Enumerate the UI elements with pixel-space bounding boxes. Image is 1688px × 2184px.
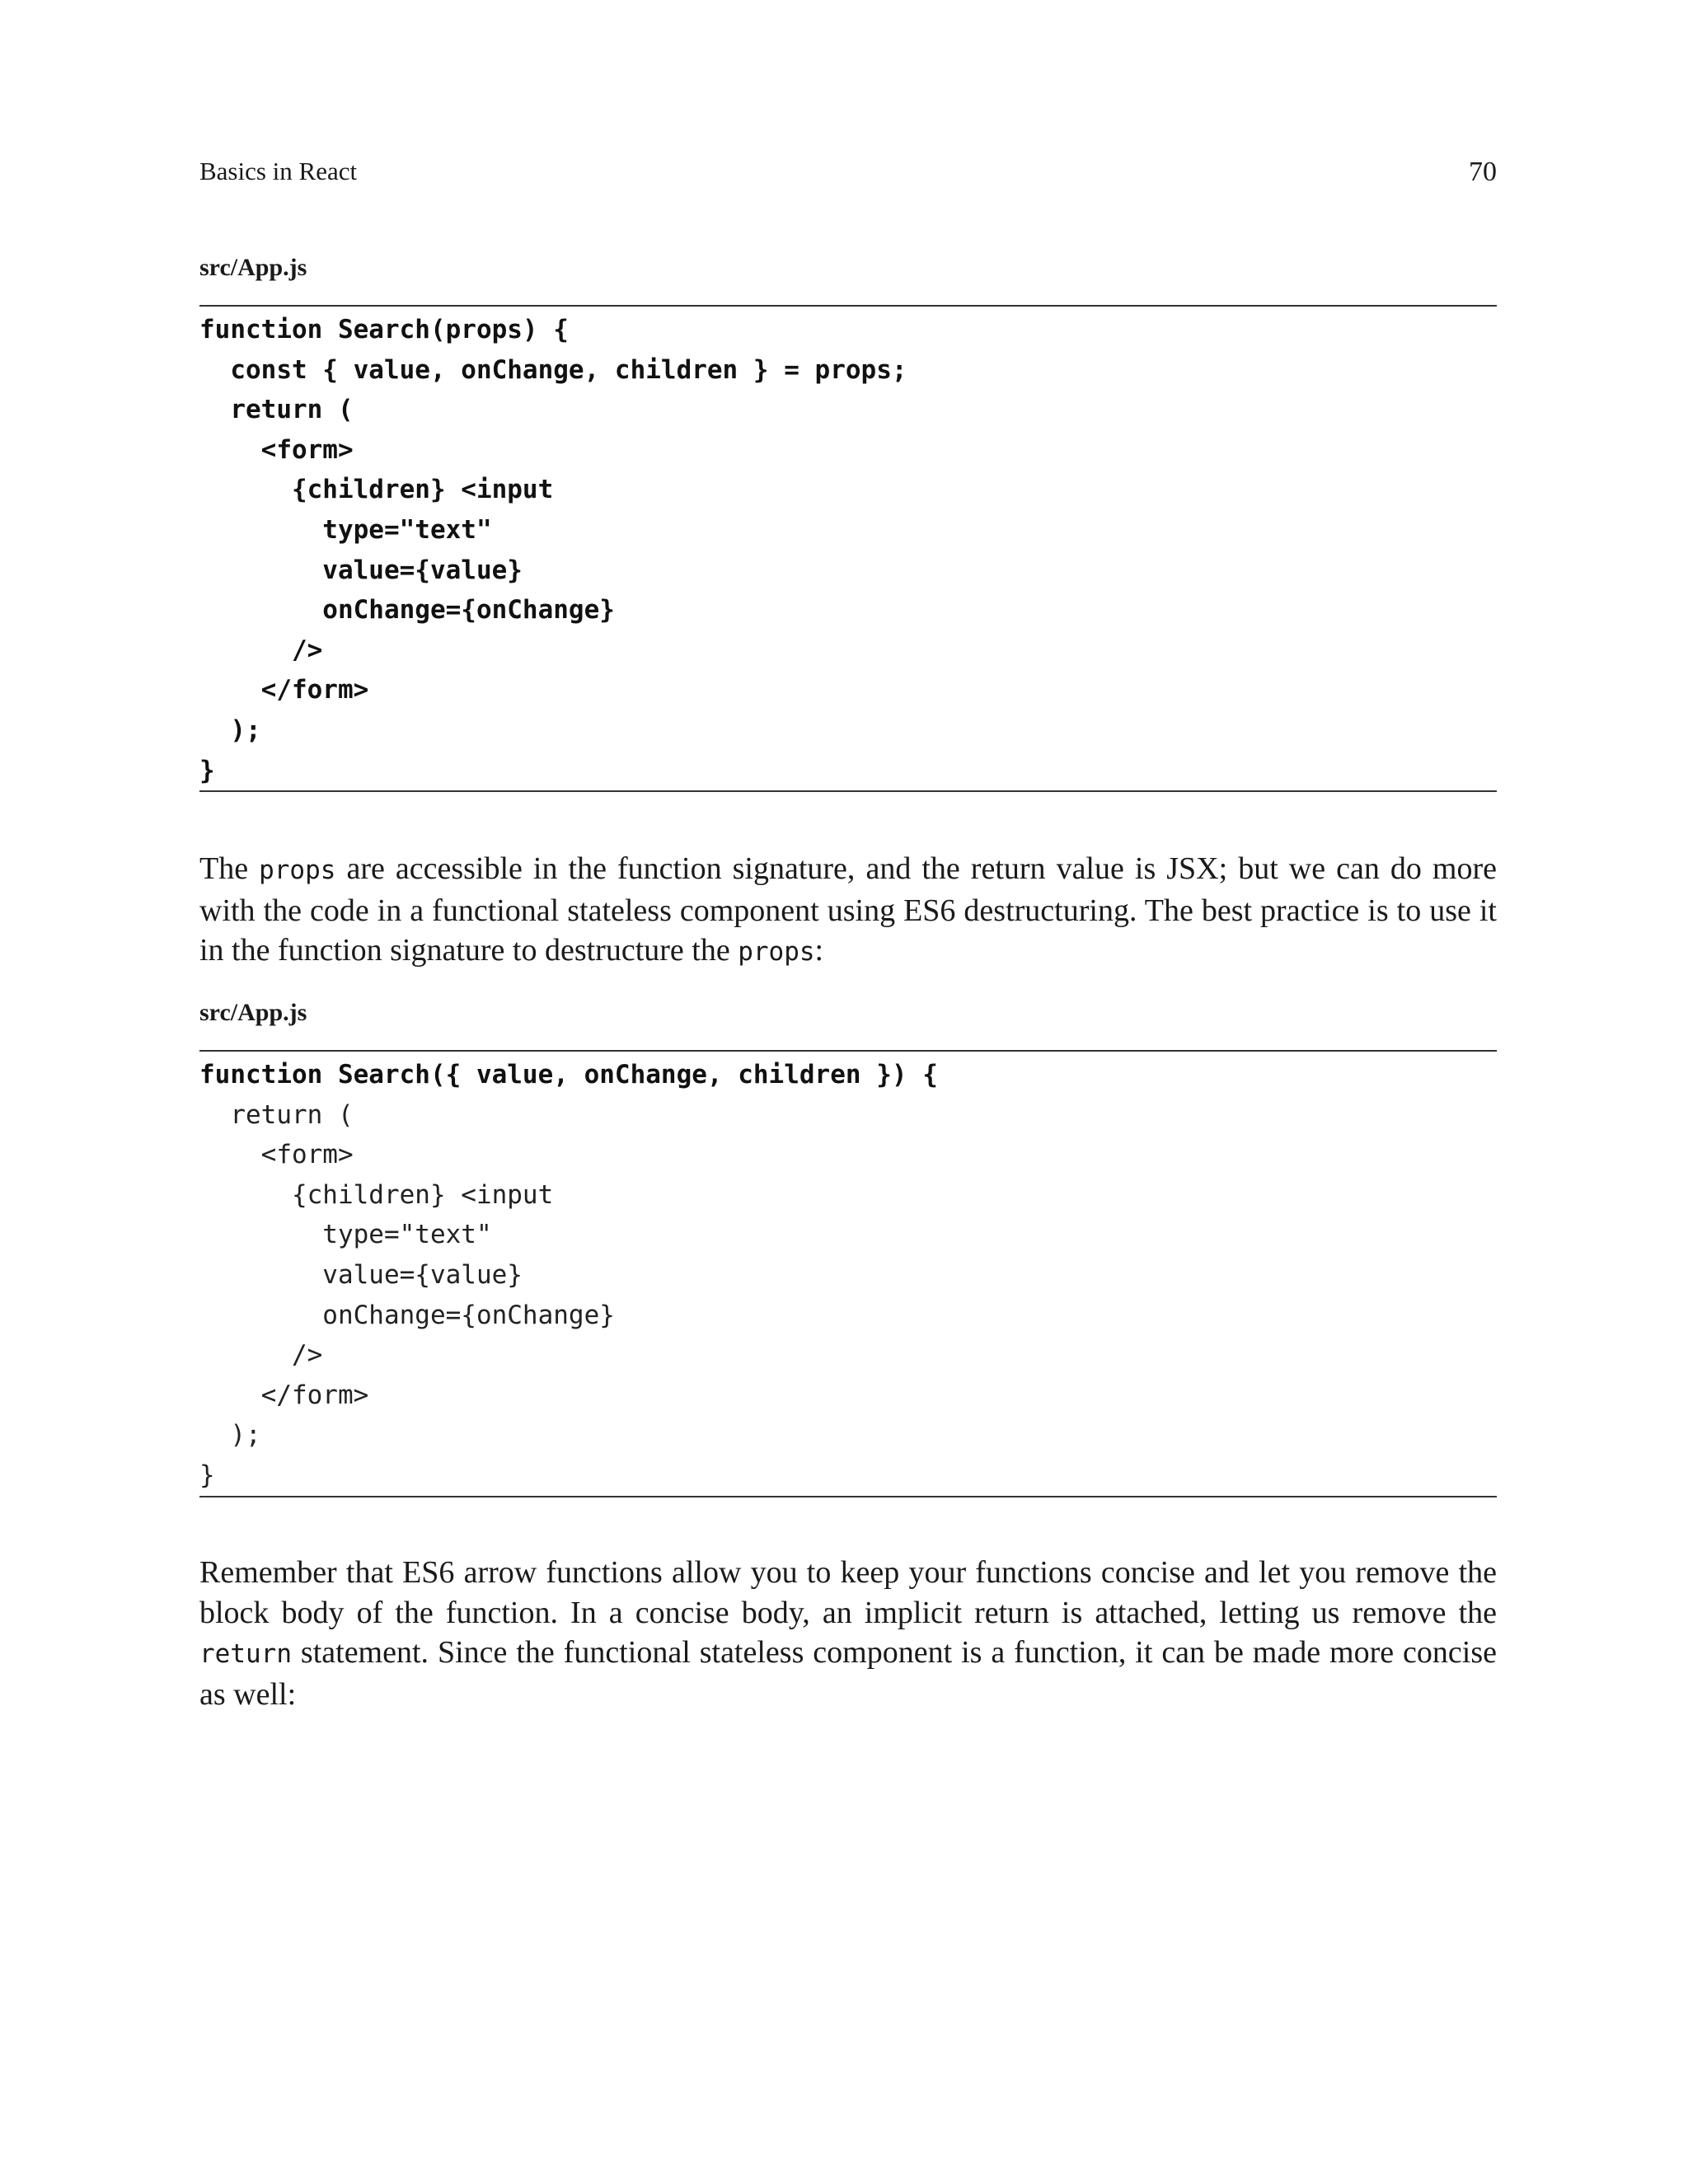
book-page <box>199 0 1497 2184</box>
code-line: /> <box>199 635 323 665</box>
inline-code: return <box>199 1639 292 1670</box>
code-line: /> <box>199 1340 323 1371</box>
inline-code: props <box>738 937 815 968</box>
code-line: ); <box>199 715 261 745</box>
code-line: return ( <box>199 395 354 425</box>
paragraph-arrow-functions <box>199 1553 1497 1714</box>
code-line: function Search(props) { <box>199 315 569 344</box>
running-title: Basics in React <box>199 157 358 185</box>
code-line: value={value} <box>199 555 523 585</box>
code-line: ); <box>199 1420 261 1451</box>
code-line: } <box>199 755 215 785</box>
code-line: </form> <box>199 1380 369 1410</box>
code-line: function Search({ value, onChange, children }) { <box>199 1060 938 1090</box>
paragraph-text: are accessible in the function signature, and the return value is JSX; but we can do more with the code in a functional stateless component using ES6 destructuring. The best practice is to use it in the function signature to destructure the <box>199 851 1497 968</box>
code-line: {children} <input <box>199 1179 554 1210</box>
code-line: return ( <box>199 1099 354 1130</box>
code-line: <form> <box>199 434 354 465</box>
code-line: onChange={onChange} <box>199 595 615 626</box>
inline-code: props <box>259 855 336 885</box>
listing-2-code-block <box>199 1050 1497 1497</box>
paragraph-text: statement. Since the functional stateless component is a function, it can be made more concise as well: <box>199 1635 1497 1712</box>
code-line: type="text" <box>199 514 492 545</box>
paragraph-text: The <box>199 851 260 886</box>
code-line: </form> <box>199 675 369 705</box>
code-line: {children} <input <box>199 475 554 505</box>
running-header <box>199 157 1497 190</box>
code-line: } <box>199 1460 215 1490</box>
code-line: <form> <box>199 1140 354 1170</box>
page-number: 70 <box>1469 157 1497 187</box>
paragraph-text: Remember that ES6 arrow functions allow you to keep your functions concise and let you remove the block body of the function. In a concise body, an implicit return is attached, letting us remove the <box>199 1555 1497 1630</box>
listing-1-file-label: src/App.js <box>199 254 307 281</box>
listing-1-code-block <box>199 305 1497 792</box>
code-line: type="text" <box>199 1220 492 1250</box>
code-line: const { value, onChange, children } = props; <box>199 354 907 385</box>
paragraph-text: : <box>814 933 824 968</box>
code-line: onChange={onChange} <box>199 1300 615 1330</box>
code-line: value={value} <box>199 1259 523 1290</box>
listing-2-file-label: src/App.js <box>199 999 307 1026</box>
paragraph-destructuring <box>199 849 1497 972</box>
